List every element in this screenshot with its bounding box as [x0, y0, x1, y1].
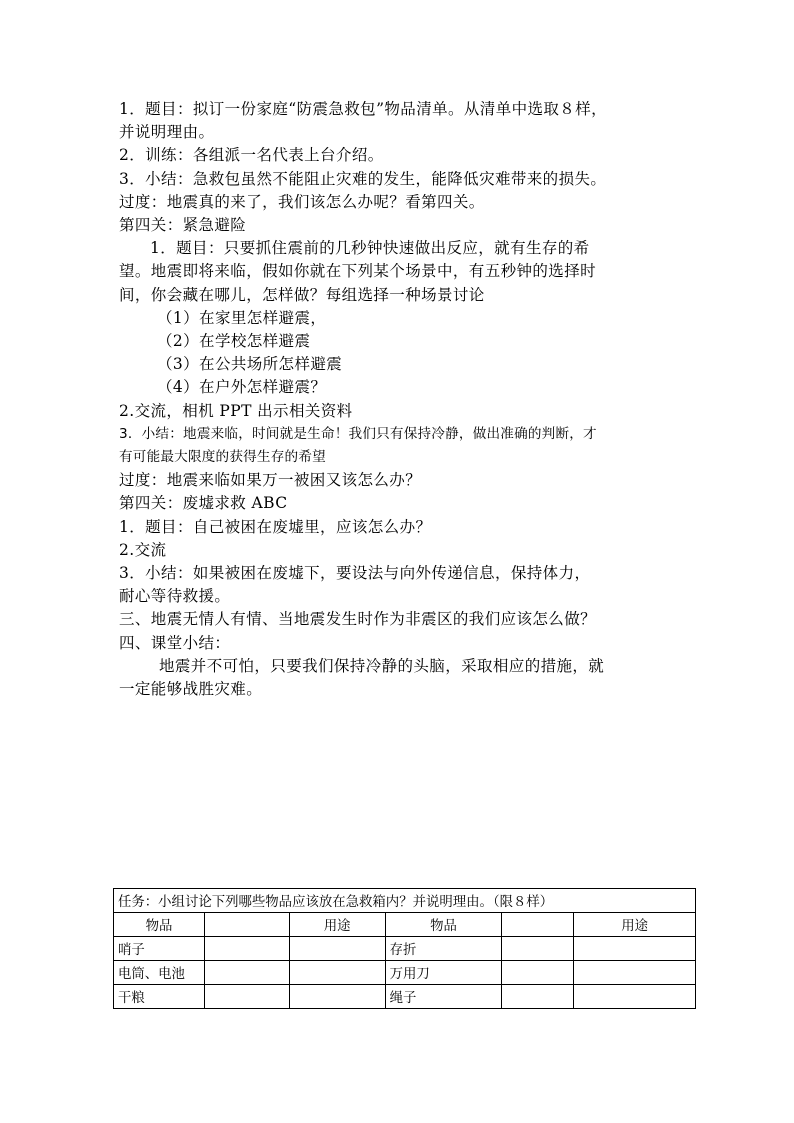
table-cell: [502, 961, 574, 985]
use-cell: [289, 985, 385, 1009]
section-heading: 第四关：紧急避险: [119, 216, 247, 235]
item-cell: 电筒、电池: [114, 961, 205, 985]
section-heading: 第四关：废墟求救 ABC: [119, 494, 288, 513]
text-line: 三、地震无情人有情、当地震发生时作为非震区的我们应该怎么做？: [119, 610, 597, 629]
text-line: 并说明理由。: [119, 123, 215, 142]
header-use: 用途: [289, 913, 385, 937]
item-cell: 干粮: [114, 985, 205, 1009]
text-line: 1．题目：拟订一份家庭“防震急救包”物品清单。从清单中选取８样，: [119, 100, 608, 118]
text-line: 3．小结：如果被困在废墟下，要设法与向外传递信息，保持体力，: [119, 564, 591, 583]
table-task-row: [114, 889, 696, 913]
list-item: （1）在家里怎样避震，: [157, 308, 327, 327]
table-cell: [502, 985, 574, 1009]
table-header-row: [114, 913, 696, 937]
text-line: 2.交流: [119, 540, 167, 559]
text-line: 间，你会藏在哪儿，怎样做？每组选择一种场景讨论: [119, 285, 485, 304]
text-line: 过度：地震真的来了，我们该怎么办呢？看第四关。: [119, 192, 485, 211]
section-heading: 四、课堂小结：: [119, 633, 231, 652]
header-item: 物品: [385, 913, 502, 937]
header-item: 物品: [114, 913, 205, 937]
list-item: （4）在户外怎样避震？: [157, 378, 327, 397]
use-cell: [574, 985, 696, 1009]
table-row: [114, 961, 696, 985]
text-line: 2．训练：各组派一名代表上台介绍。: [119, 146, 384, 165]
header-cell: [502, 913, 574, 937]
use-cell: [289, 961, 385, 985]
text-line: 3．小结：地震来临，时间就是生命！我们只有保持冷静，做出准确的判断，才: [119, 425, 597, 442]
table-row: [114, 937, 696, 961]
item-cell: 万用刀: [385, 961, 502, 985]
header-use: 用途: [574, 913, 696, 937]
text-line: 3．小结：急救包虽然不能阻止灾难的发生，能降低灾难带来的损失。: [119, 169, 607, 188]
text-line: 望。地震即将来临，假如你就在下列某个场景中，有五秒钟的选择时: [119, 262, 597, 281]
text-line: 1．题目：只要抓住震前的几秒钟快速做出反应，就有生存的希: [150, 239, 590, 258]
item-cell: 哨子: [114, 937, 205, 961]
text-line: 2.交流，相机 PPT 出示相关资料: [119, 401, 353, 420]
use-cell: [574, 937, 696, 961]
task-cell: 任务：小组讨论下列哪些物品应该放在急救箱内？并说明理由。（限８样）: [114, 889, 696, 913]
table-cell: [204, 961, 289, 985]
text-line: 一定能够战胜灾难。: [119, 680, 263, 699]
table-row: [114, 985, 696, 1009]
text-line: 1．题目：自己被困在废墟里，应该怎么办？: [119, 517, 432, 536]
list-item: （3）在公共场所怎样避震: [157, 355, 343, 374]
items-table: [113, 888, 696, 1009]
item-cell: 绳子: [385, 985, 502, 1009]
lesson-text: [119, 98, 679, 701]
use-cell: [574, 961, 696, 985]
list-item: （2）在学校怎样避震: [157, 332, 311, 351]
table-cell: [502, 937, 574, 961]
use-cell: [289, 937, 385, 961]
table-cell: [204, 985, 289, 1009]
text-line: 耐心等待救援。: [119, 587, 231, 606]
text-line: 地震并不可怕，只要我们保持冷静的头脑，采取相应的措施，就: [159, 656, 605, 675]
table-cell: [204, 937, 289, 961]
text-line: 有可能最大限度的获得生存的希望: [119, 449, 326, 466]
item-cell: 存折: [385, 937, 502, 961]
text-line: 过度：地震来临如果万一被困又该怎么办？: [119, 471, 422, 490]
header-cell: [204, 913, 289, 937]
